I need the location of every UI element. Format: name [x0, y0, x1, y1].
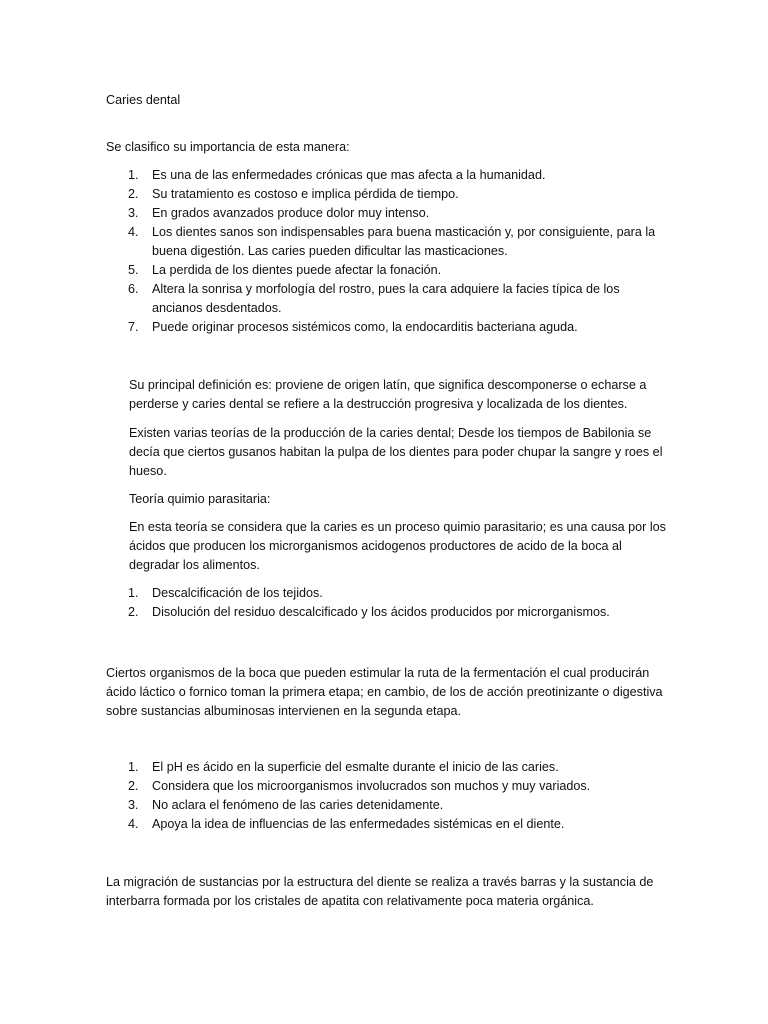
list-item: 3. No aclara el fenómeno de las caries detenidamente. [128, 798, 444, 812]
theories-paragraph: Existen varias teorías de la producción de la caries dental; Desde los tiempos de Babilonia se decía que ciertos gusanos habitan la pulpa de los dientes para poder chupar la sangre y roes el hueso. [129, 426, 663, 478]
list-item: 1. Es una de las enfermedades crónicas que mas afecta a la humanidad. [128, 168, 546, 182]
theory-paragraph: En esta teoría se considera que la caries es un proceso quimio parasitario; es una causa por los ácidos que producen los microrganismos acidogenos productores de acido de la boca al degradar los alimentos. [129, 520, 666, 572]
organisms-paragraph: Ciertos organismos de la boca que pueden estimular la ruta de la fermentación el cual producirán ácido láctico o fornico toman la primera etapa; en cambio, de los de acción preotinizante o digestiva sobre sustancias albuminosas intervienen en la segunda etapa. [106, 666, 663, 718]
document-title: Caries dental [106, 93, 181, 107]
list-item: 2. Su tratamiento es costoso e implica pérdida de tiempo. [128, 187, 459, 201]
list-item: 1. Descalcificación de los tejidos. [128, 586, 323, 600]
list-item: 4. Los dientes sanos son indispensables para buena masticación y, por consiguiente, para la buena digestión. Las caries pueden dificultar las masticaciones. [128, 225, 656, 258]
list-item: 5. La perdida de los dientes puede afectar la fonación. [128, 263, 442, 277]
list-item: 1. El pH es ácido en la superficie del esmalte durante el inicio de las caries. [128, 760, 559, 774]
migration-paragraph: La migración de sustancias por la estructura del diente se realiza a través barras y la sustancia de interbarra formada por los cristales de apatita con relativamente poca materia orgánica. [106, 875, 654, 908]
list-item: 6. Altera la sonrisa y morfología del rostro, pues la cara adquiere la facies típica de los ancianos desdentados. [128, 282, 620, 315]
list-item: 2. Disolución del residuo descalcificado y los ácidos producidos por microrganismos. [128, 605, 610, 619]
characteristics-list [106, 758, 666, 834]
theory-list [106, 584, 666, 622]
intro-paragraph: Se clasifico su importancia de esta manera: [106, 140, 350, 154]
list-item: 3. En grados avanzados produce dolor muy intenso. [128, 206, 430, 220]
list-item: 4. Apoya la idea de influencias de las enfermedades sistémicas en el diente. [128, 817, 565, 831]
list-item: 7. Puede originar procesos sistémicos como, la endocarditis bacteriana aguda. [128, 320, 578, 334]
definition-paragraph: Su principal definición es: proviene de origen latín, que significa descomponerse o echarse a perderse y caries dental se refiere a la destrucción progresiva y localizada de los dientes. [129, 378, 647, 411]
list-item: 2. Considera que los microorganismos involucrados son muchos y muy variados. [128, 779, 591, 793]
importance-list [106, 166, 666, 337]
theory-heading: Teoría quimio parasitaria: [129, 492, 271, 506]
